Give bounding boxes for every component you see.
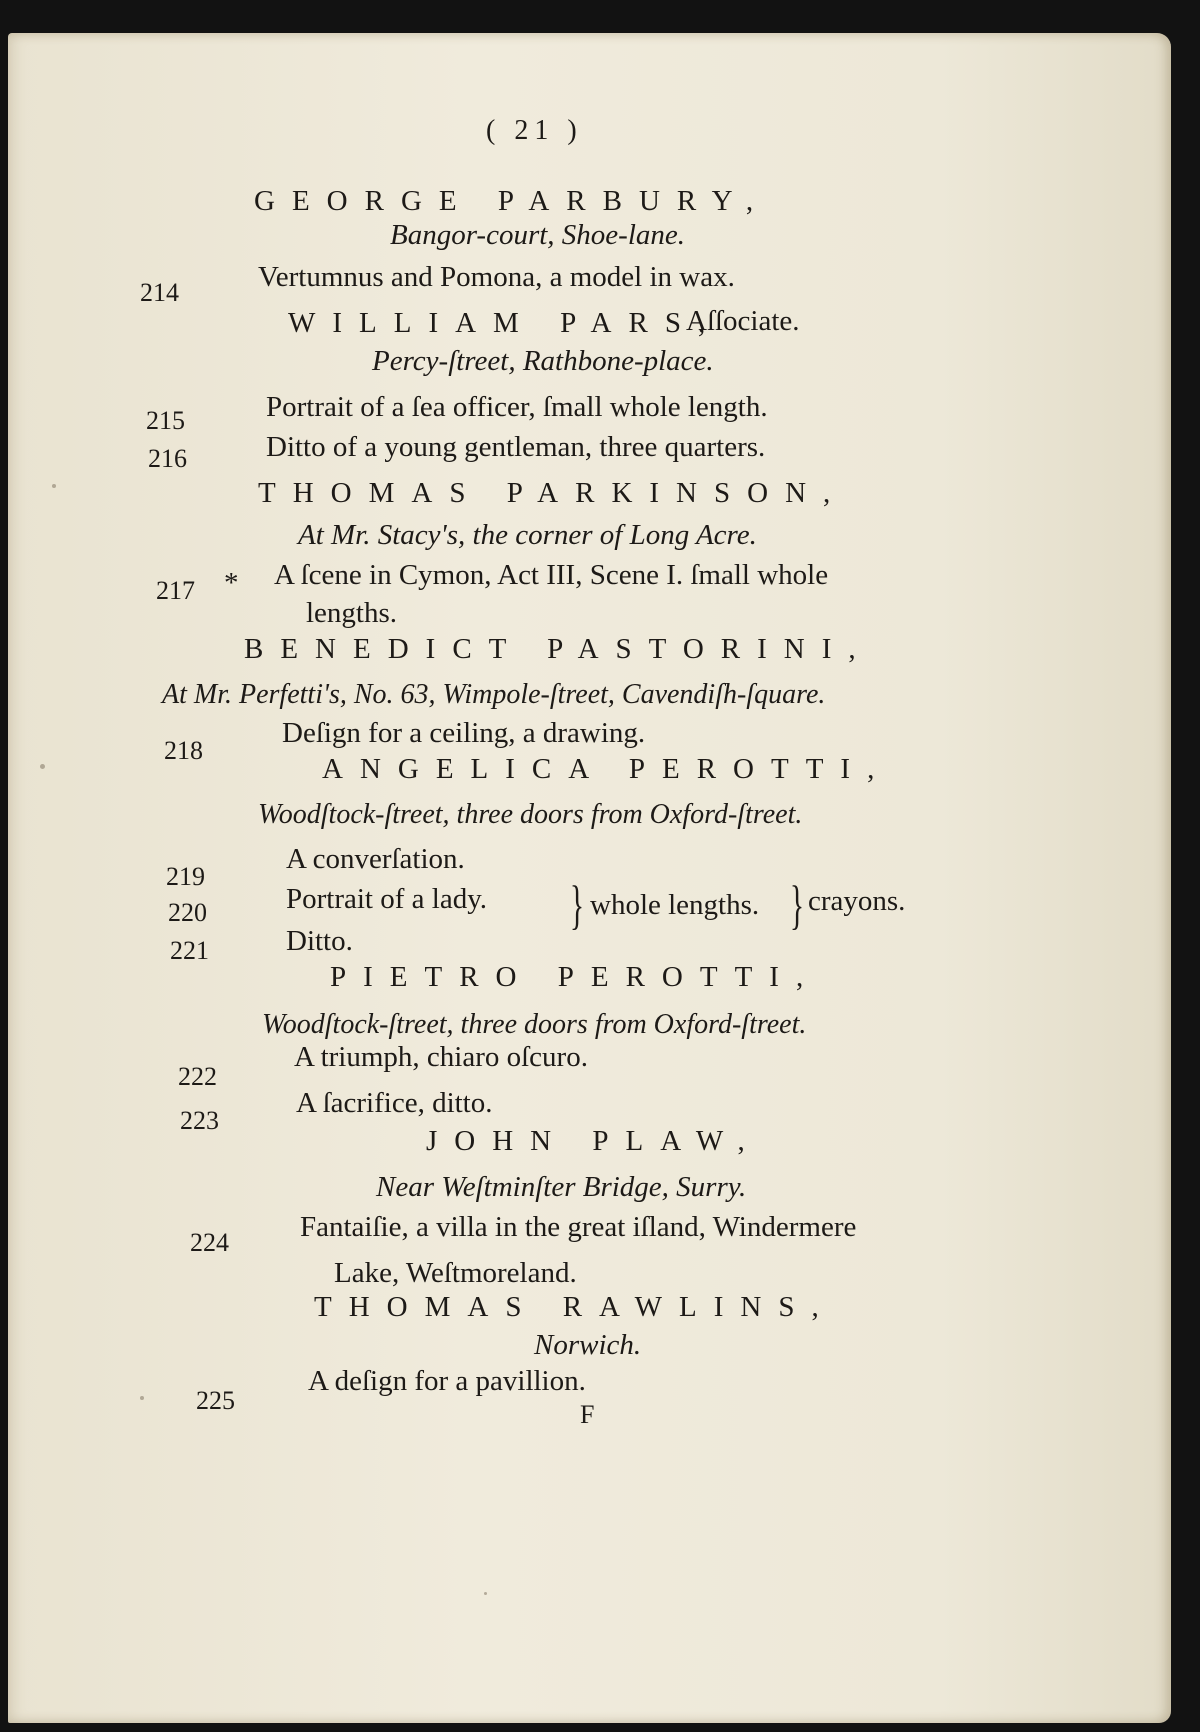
artist-address: Woodſtock-ſtreet, three doors from Oxford-ſtreet. bbox=[262, 1009, 807, 1040]
bracket-note: whole lengths. bbox=[590, 889, 760, 921]
artist-name: ANGELICA PEROTTI, bbox=[322, 753, 892, 785]
catalogue-number: 214 bbox=[140, 278, 179, 307]
catalogue-entry: Portrait of a ſea officer, ſmall whole length. bbox=[266, 391, 768, 423]
artist-name: GEORGE PARBURY, bbox=[254, 185, 771, 217]
catalogue-entry: Vertumnus and Pomona, a model in wax. bbox=[258, 261, 735, 293]
catalogue-number: 222 bbox=[178, 1062, 217, 1091]
bracket-note: crayons. bbox=[808, 885, 906, 917]
catalogue-entry: Fantaiſie, a villa in the great iſland, Windermere bbox=[300, 1211, 857, 1243]
catalogue-number: 216 bbox=[148, 444, 187, 473]
catalogue-number: 220 bbox=[168, 898, 207, 927]
paper-speck bbox=[40, 764, 45, 769]
catalogue-entry: A deſign for a pavillion. bbox=[308, 1365, 586, 1397]
catalogue-number: 225 bbox=[196, 1386, 235, 1415]
artist-address: At Mr. Perfetti's, No. 63, Wimpole-ſtreet, Cavendiſh-ſquare. bbox=[162, 679, 826, 710]
catalogue-entry: A triumph, chiaro oſcuro. bbox=[294, 1041, 588, 1073]
catalogue-number: 223 bbox=[180, 1106, 219, 1135]
brace-mark: } bbox=[789, 875, 805, 935]
signature-mark: F bbox=[580, 1400, 595, 1429]
artist-name: JOHN PLAW, bbox=[426, 1125, 762, 1157]
catalogue-entry: Deſign for a ceiling, a drawing. bbox=[282, 717, 646, 749]
catalogue-number: 215 bbox=[146, 406, 185, 435]
artist-name: THOMAS PARKINSON, bbox=[258, 477, 848, 509]
catalogue-number: 224 bbox=[190, 1228, 229, 1257]
catalogue-entry: Ditto of a young gentleman, three quarters. bbox=[266, 431, 766, 463]
artist-address: Percy-ſtreet, Rathbone-place. bbox=[372, 345, 714, 377]
catalogue-entry: A ſcene in Cymon, Act III, Scene I. ſmall whole bbox=[274, 559, 829, 591]
catalogue-number: 219 bbox=[166, 862, 205, 891]
page-header: ( 21 ) bbox=[486, 115, 583, 146]
artist-address: Norwich. bbox=[534, 1329, 642, 1361]
brace-mark: } bbox=[569, 875, 585, 935]
artist-name: BENEDICT PASTORINI, bbox=[244, 633, 873, 665]
catalogue-number: 217 bbox=[156, 576, 195, 605]
artist-address: At Mr. Stacy's, the corner of Long Acre. bbox=[298, 519, 757, 551]
catalogue-number: 221 bbox=[170, 936, 209, 965]
catalogue-entry: Portrait of a lady. bbox=[286, 883, 488, 915]
catalogue-entry: A ſacrifice, ditto. bbox=[296, 1087, 493, 1119]
catalogue-entry: Ditto. bbox=[286, 925, 353, 957]
catalogue-entry-continued: lengths. bbox=[306, 597, 398, 629]
catalogue-entry: A converſation. bbox=[286, 843, 465, 875]
artist-address: Near Weſtminſter Bridge, Surry. bbox=[376, 1171, 747, 1203]
artist-name: THOMAS RAWLINS, bbox=[314, 1291, 836, 1323]
artist-name: WILLIAM PARS, bbox=[288, 307, 723, 339]
catalogue-number: 218 bbox=[164, 736, 203, 765]
exhibition-marker: * bbox=[224, 567, 239, 599]
artist-address: Bangor-court, Shoe-lane. bbox=[390, 219, 685, 251]
paper-speck bbox=[484, 1592, 487, 1595]
artist-role: Aſſociate. bbox=[686, 305, 800, 337]
artist-name: PIETRO PEROTTI, bbox=[330, 961, 821, 993]
catalogue-entry-continued: Lake, Weſtmoreland. bbox=[334, 1257, 577, 1289]
paper-speck bbox=[52, 484, 56, 488]
artist-address: Woodſtock-ſtreet, three doors from Oxford-ſtreet. bbox=[258, 799, 803, 830]
paper-speck bbox=[140, 1396, 144, 1400]
